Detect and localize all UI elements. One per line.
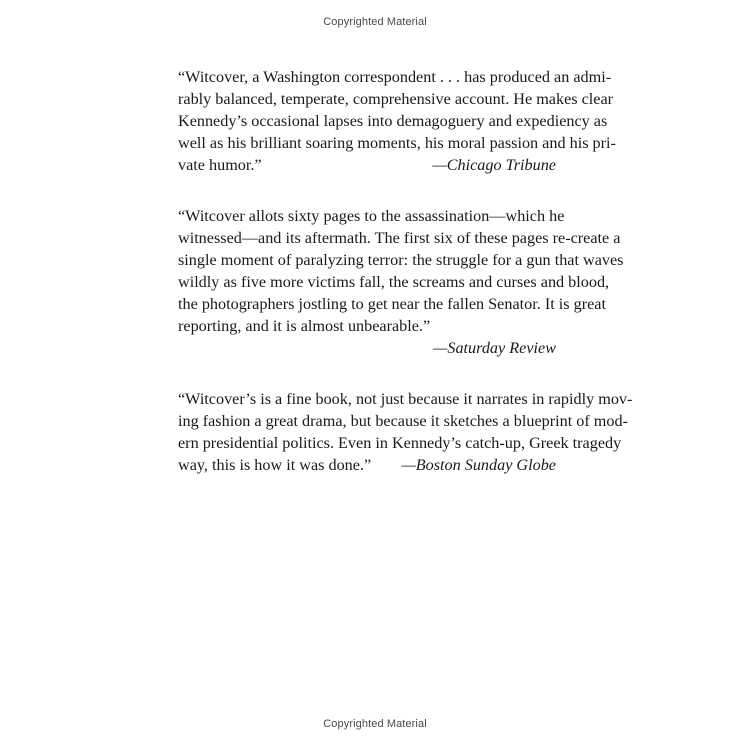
- blurb-line: the photographers jostling to get near the fallen Senator. It is great: [178, 295, 606, 313]
- blurb-saturday-review: [178, 205, 624, 359]
- blurb-line: “Witcover, a Washington correspondent . . . has produced an admi-: [178, 68, 612, 86]
- blurb-line: ern presidential politics. Even in Kennedy’s catch-up, Greek tragedy: [178, 434, 622, 452]
- blurb-line: Kennedy’s occasional lapses into demagoguery and expediency as: [178, 112, 608, 130]
- blurb-text: reporting, and it is almost unbearable.”: [178, 317, 431, 335]
- blurb-line: “Witcover allots sixty pages to the assassination—which he: [178, 207, 565, 225]
- blurb-line: single moment of paralyzing terror: the struggle for a gun that waves: [178, 251, 624, 269]
- blurb-source: —Chicago Tribune: [432, 156, 556, 174]
- blurb-line: rably balanced, temperate, comprehensive account. He makes clear: [178, 90, 614, 108]
- copyright-watermark-top: Copyrighted Material: [323, 16, 427, 28]
- blurb-chicago-tribune: [178, 66, 616, 176]
- review-blurbs-page: [178, 66, 633, 476]
- copyright-watermark-bottom: Copyrighted Material: [323, 718, 427, 730]
- blurb-source: —Boston Sunday Globe: [401, 456, 556, 474]
- blurb-text: way, this is how it was done.”: [178, 456, 372, 474]
- blurb-line: wildly as five more victims fall, the screams and curses and blood,: [178, 273, 610, 291]
- blurb-line: witnessed—and its aftermath. The first six of these pages re-create a: [178, 229, 621, 247]
- blurb-line: “Witcover’s is a fine book, not just because it narrates in rapidly mov-: [178, 390, 633, 408]
- blurb-text: vate humor.”: [178, 156, 262, 174]
- blurb-line: well as his brilliant soaring moments, his moral passion and his pri-: [178, 134, 616, 152]
- blurb-line-last: [178, 315, 556, 357]
- blurb-line: ing fashion a great drama, but because it sketches a blueprint of mod-: [178, 412, 628, 430]
- blurb-line-last: [178, 454, 556, 476]
- blurb-source: —Saturday Review: [432, 339, 556, 357]
- blurb-boston-sunday-globe: [178, 388, 633, 476]
- blurb-line-last: [178, 154, 556, 176]
